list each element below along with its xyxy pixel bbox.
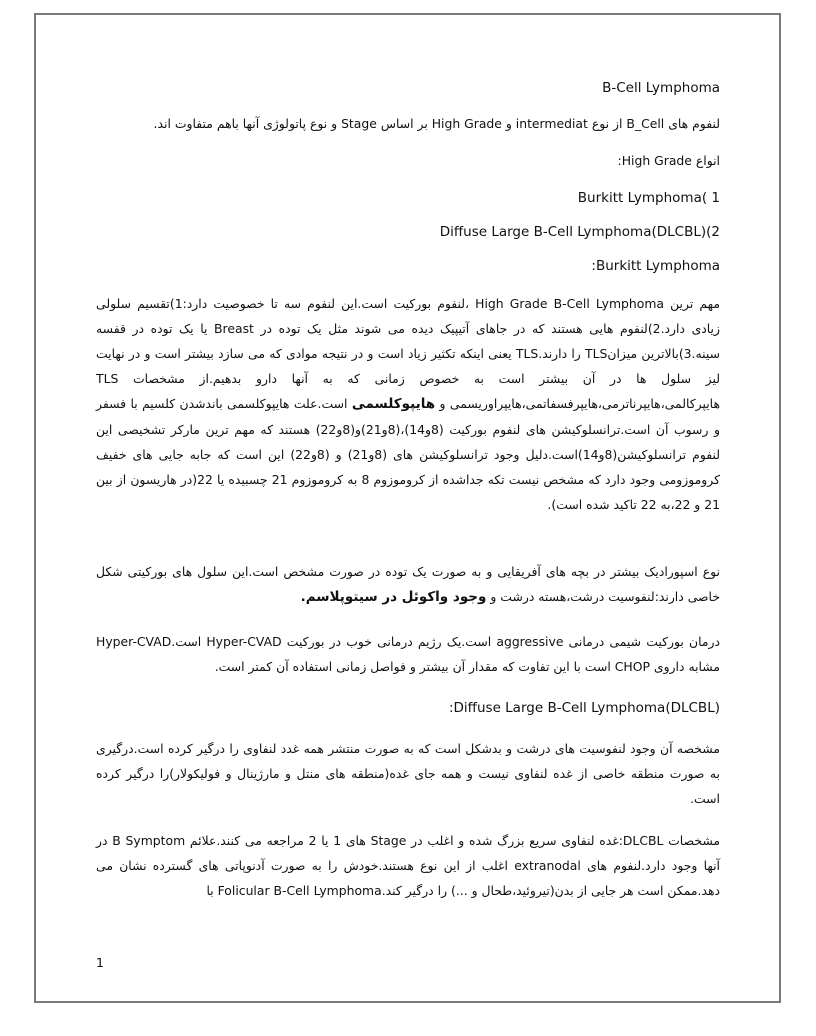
burkitt-p1-text-b: است.علت هایپوکلسمی باندشدن کلسیم با فسفر و رسوب آن است.ترانسلوکیشن های لنفوم بورکیت (8و14)،(8و21)و(8و22) هستند که مهم ترین مارکر تشخیصی این لنفوم ترانسلوکیشن(8و14)است.دلیل وجود ترانسلوکیشن های (8و21) و (8و22) این است که جابه جایی های خفیف کروموزومی وجود دارد که مشخص نیست تکه جداشده از کروموزوم 8 به کروموزوم 21 چسبیده یا 22(در هاریسون از بین 21 و 22،به 22 تاکید شده است). [96, 396, 721, 512]
burkitt-p1-bold: هایپوکلسمی [351, 396, 436, 412]
types-heading: انواع High Grade: [617, 153, 720, 168]
intro-paragraph: لنفوم های B_Cell از نوع intermediat و High Grade بر اساس Stage و نوع پاتولوژی آنها باهم متفاوت اند. [153, 116, 720, 131]
dlcbl-heading: Diffuse Large B-Cell Lymphoma(DLCBL): [448, 700, 720, 716]
burkitt-heading: Burkitt Lymphoma: [591, 258, 720, 274]
burkitt-paragraph-1 [96, 291, 720, 517]
burkitt-p1-text-a: مهم ترین High Grade B-Cell Lymphoma ،لنفوم بورکیت است.این لنفوم سه تا خصوصیت دارد:1)تقسیم سلولی زیادی دارد.2)لنفوم هایی هستند که در جاهای آتیپیک دیده می شوند مثل یک توده در Breast یا یک توده در قفسه سینه.3)بالاترین میزانTLS را دارند.TLS یعنی اینکه تکثیر زیاد است و در نتیجه موادی که می سازد بیشتر است و در نهایت لیز سلول ها در آن بیشتر است به خصوص زمانی که به آنها دارو بدهیم.از مشخصات TLS هایپرکالمی،هایپرناترمی،هایپرفسفاتمی،هایپراوریسمی و [96, 296, 720, 411]
dlcbl-paragraph-1: مشخصه آن وجود لنفوسیت های درشت و بدشکل است که به صورت منتشر همه غدد لنفاوی را درگیر کرده است.درگیری به صورت منطقه خاصی از غده لنفاوی نیست و همه جای غده(منطقه های منتل و مارژینال و فولیکولار)را درگیر کرده است. [96, 741, 720, 806]
burkitt-p2-text: نوع اسپورادیک بیشتر در بچه های آفریقایی و به صورت یک توده در صورت مشخص است.این سلول های بورکیتی شکل خاصی دارند:لنفوسیت درشت،هسته درشت و [96, 564, 720, 604]
burkitt-paragraph-2 [96, 559, 720, 610]
type-item-2: Diffuse Large B-Cell Lymphoma(DLCBL)(2 [439, 224, 720, 240]
burkitt-paragraph-3: درمان بورکیت شیمی درمانی aggressive است.یک رژیم درمانی خوب در بورکیت Hyper-CVAD است.Hyper-CVAD مشابه داروی CHOP است با این تفاوت که مقدار آن بیشتر و فواصل زمانی استفاده آن کمتر است. [96, 634, 720, 674]
burkitt-p2-bold: وجود واکوئل در سیتوپلاسم. [300, 589, 487, 605]
page-number: 1 [96, 955, 104, 970]
document-title: B-Cell Lymphoma [602, 80, 720, 96]
dlcbl-paragraph-2: مشخصات DLCBL:غده لنفاوی سریع بزرگ شده و اغلب در Stage های 1 یا 2 مراجعه می کنند.علائم B Symptom در آنها وجود دارد.لنفوم های extranodal اغلب از این نوع هستند.خودش را به صورت آدنوپاتی های گسترده نشان می دهد.ممکن است هر جایی از بدن(تیروئید،طحال و ...) را درگیر کند.Folicular B-Cell Lymphoma با [96, 833, 721, 898]
type-item-1: Burkitt Lymphoma( 1 [577, 190, 720, 206]
